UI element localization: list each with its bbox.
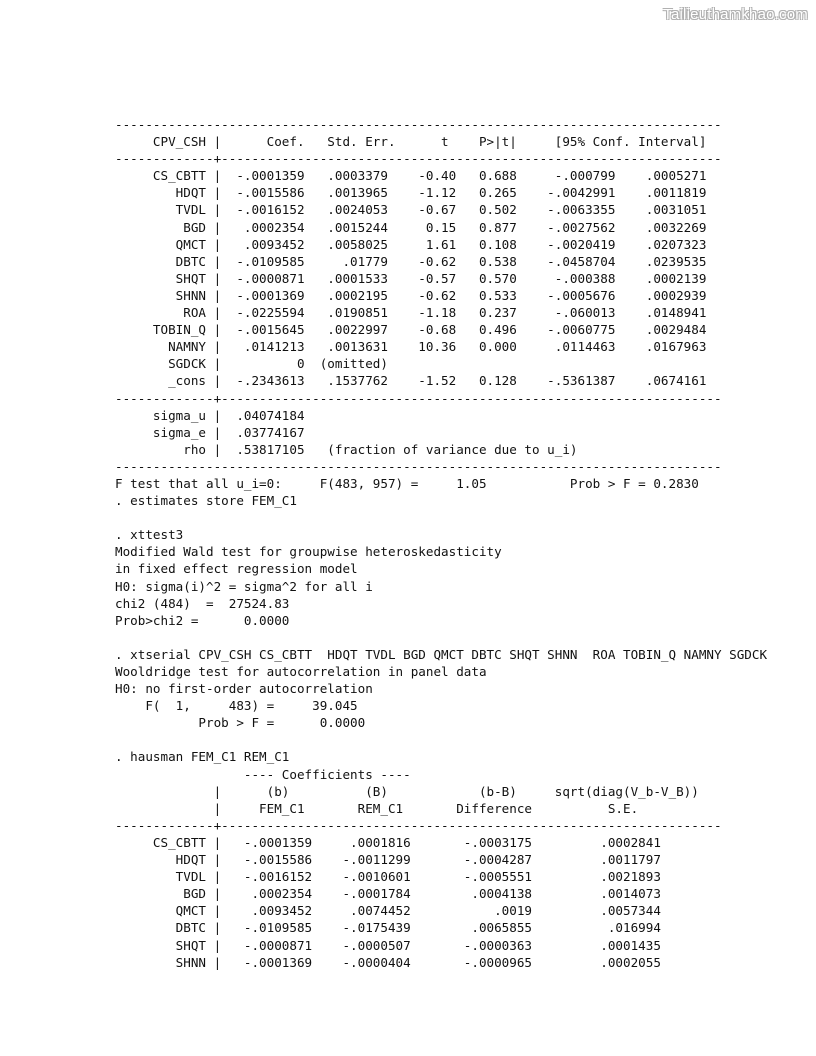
output-line: TVDL | -.0016152 .0024053 -0.67 0.502 -.0063355 .0031051 [115, 202, 707, 218]
output-line: sigma_e | .03774167 [115, 424, 305, 440]
output-line: ---- Coefficients ---- [115, 766, 411, 782]
output-line: QMCT | .0093452 .0058025 1.61 0.108 -.0020419 .0207323 [115, 236, 707, 252]
output-line: _cons | -.2343613 .1537762 -1.52 0.128 -.5361387 .0674161 [115, 373, 707, 389]
output-line: H0: sigma(i)^2 = sigma^2 for all i [115, 578, 373, 594]
output-line: -------------+------------------------------------------------------------------ [115, 817, 722, 833]
output-line: H0: no first-order autocorrelation [115, 681, 373, 697]
output-line [115, 731, 767, 748]
output-line: HDQT | -.0015586 -.0011299 -.0004287 .0011797 [115, 852, 661, 868]
output-line: DBTC | -.0109585 .01779 -0.62 0.538 -.0458704 .0239535 [115, 253, 707, 269]
output-line: SHQT | -.0000871 .0001533 -0.57 0.570 -.000388 .0002139 [115, 270, 707, 286]
output-line [115, 629, 767, 646]
stata-output [115, 116, 767, 971]
output-line: CS_CBTT | -.0001359 .0003379 -0.40 0.688 -.000799 .0005271 [115, 168, 707, 184]
output-line: DBTC | -.0109585 -.0175439 .0065855 .016994 [115, 920, 661, 936]
output-line: QMCT | .0093452 .0074452 .0019 .0057344 [115, 903, 661, 919]
output-line: BGD | .0002354 .0015244 0.15 0.877 -.0027562 .0032269 [115, 219, 707, 235]
output-line: SHNN | -.0001369 -.0000404 -.0000965 .0002055 [115, 954, 661, 970]
output-line: -------------+------------------------------------------------------------------ [115, 390, 722, 406]
output-line: in fixed effect regression model [115, 561, 358, 577]
output-line: -------------------------------------------------------------------------------- [115, 458, 722, 474]
output-line: . xttest3 [115, 527, 184, 543]
output-line: F( 1, 483) = 39.045 [115, 698, 358, 714]
output-line: | (b) (B) (b-B) sqrt(diag(V_b-V_B)) [115, 783, 699, 799]
output-line: Wooldridge test for autocorrelation in panel data [115, 664, 487, 679]
output-line: . xtserial CPV_CSH CS_CBTT HDQT TVDL BGD QMCT DBTC SHQT SHNN ROA TOBIN_Q NAMNY SGDCK [115, 646, 768, 662]
output-line: sigma_u | .04074184 [115, 407, 305, 423]
output-line: chi2 (484) = 27524.83 [115, 595, 290, 611]
output-line: SHNN | -.0001369 .0002195 -0.62 0.533 -.0005676 .0002939 [115, 287, 707, 303]
output-line: NAMNY | .0141213 .0013631 10.36 0.000 .0114463 .0167963 [115, 339, 707, 355]
output-line [115, 509, 767, 526]
output-line: -------------------------------------------------------------------------------- [115, 117, 722, 132]
output-line: F test that all u_i=0: F(483, 957) = 1.05 Prob > F = 0.2830 [115, 475, 699, 491]
output-line: TOBIN_Q | -.0015645 .0022997 -0.68 0.496 -.0060775 .0029484 [115, 322, 707, 338]
output-line: HDQT | -.0015586 .0013965 -1.12 0.265 -.0042991 .0011819 [115, 185, 707, 201]
output-line: rho | .53817105 (fraction of variance due to u_i) [115, 441, 578, 457]
output-line: Modified Wald test for groupwise heteroskedasticity [115, 544, 502, 560]
output-line: . estimates store FEM_C1 [115, 493, 297, 509]
output-line: . hausman FEM_C1 REM_C1 [115, 749, 290, 765]
output-line: ROA | -.0225594 .0190851 -1.18 0.237 -.060013 .0148941 [115, 305, 707, 321]
output-line: -------------+------------------------------------------------------------------ [115, 151, 722, 167]
watermark: Tailieuthamkhao.com [663, 6, 808, 23]
output-line: BGD | .0002354 -.0001784 .0004138 .0014073 [115, 886, 661, 902]
output-line: TVDL | -.0016152 -.0010601 -.0005551 .0021893 [115, 869, 661, 885]
output-line: Prob>chi2 = 0.0000 [115, 612, 290, 628]
output-line: | FEM_C1 REM_C1 Difference S.E. [115, 800, 639, 816]
output-line: CPV_CSH | Coef. Std. Err. t P>|t| [95% Conf. Interval] [115, 134, 707, 150]
output-line: CS_CBTT | -.0001359 .0001816 -.0003175 .0002841 [115, 834, 661, 850]
output-line: Prob > F = 0.0000 [115, 715, 366, 731]
output-line: SHQT | -.0000871 -.0000507 -.0000363 .0001435 [115, 937, 661, 953]
output-line: SGDCK | 0 (omitted) [115, 356, 388, 372]
